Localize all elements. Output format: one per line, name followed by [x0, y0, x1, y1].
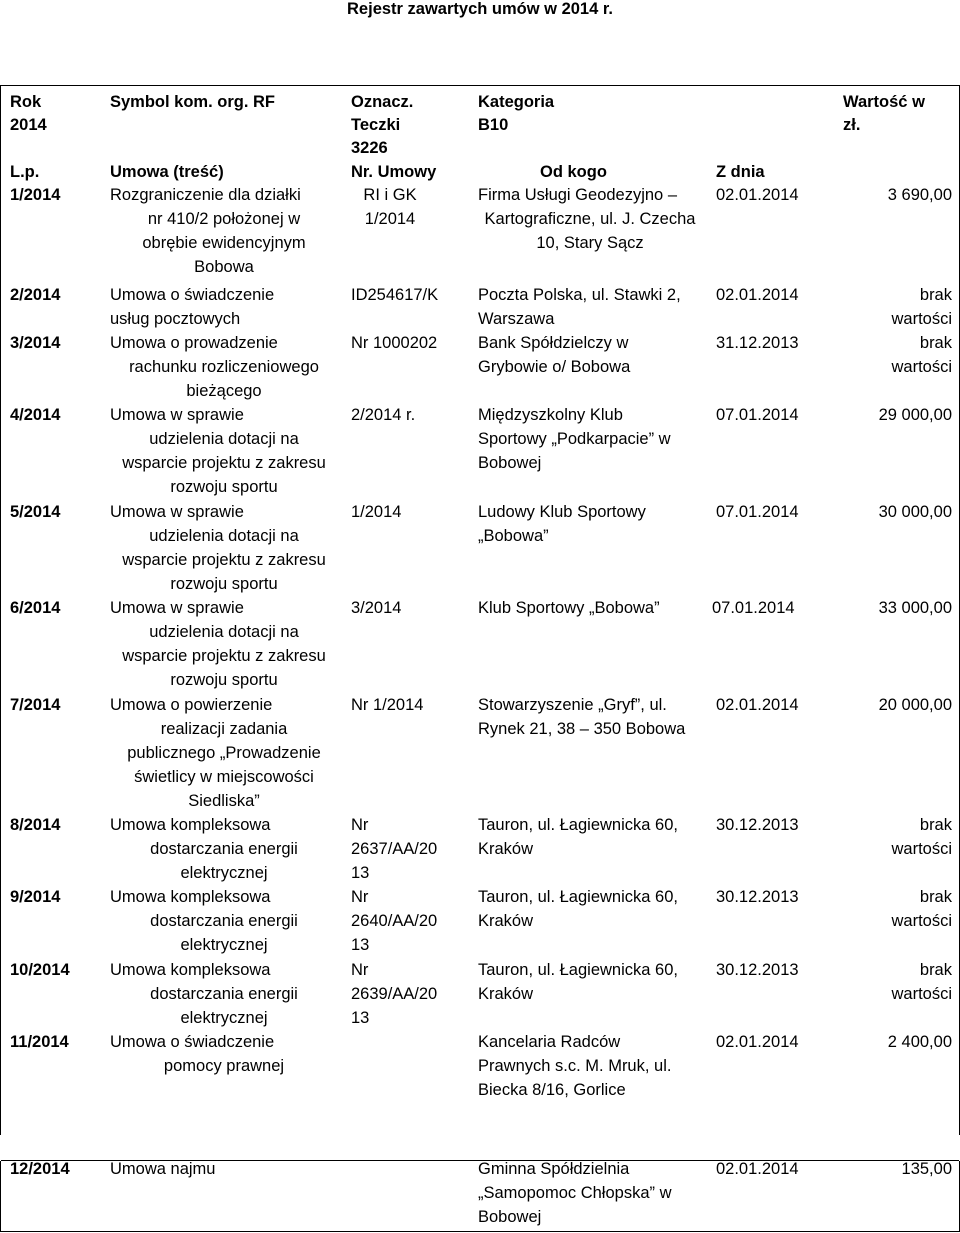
- row-date: 30.12.2013: [716, 961, 799, 979]
- row-value-line: brak: [919, 286, 952, 304]
- row-nr-line: 13: [351, 864, 370, 882]
- row-date: 02.01.2014: [716, 186, 799, 204]
- row-nr-line: Nr 1000202: [351, 334, 438, 352]
- row-od-line: Sportowy „Podkarpacie” w: [478, 430, 671, 448]
- row-tresc-line: wsparcie projektu z zakresu: [122, 647, 326, 665]
- row-lp: 9/2014: [10, 888, 61, 906]
- row-nr-line: Nr: [351, 816, 369, 834]
- row-od-line: Grybowie o/ Bobowa: [478, 358, 631, 376]
- row-value-line: 2 400,00: [887, 1033, 952, 1051]
- row-date: 07.01.2014: [712, 599, 795, 617]
- row-nr-line: 13: [351, 1009, 370, 1027]
- row-lp: 10/2014: [10, 961, 70, 979]
- header-wartosc: Wartość w: [843, 93, 925, 111]
- header-umowa: Umowa (treść): [110, 163, 224, 181]
- row-tresc-line: Umowa w sprawie: [110, 599, 244, 617]
- row-tresc-line: obrębie ewidencyjnym: [142, 234, 306, 252]
- row-nr-line: ID254617/K: [351, 286, 439, 304]
- row-od-line: Stowarzyszenie „Gryf”, ul.: [478, 696, 667, 714]
- row-value-line: brak: [919, 888, 952, 906]
- row-tresc-line: Bobowa: [194, 258, 254, 276]
- row-date: 02.01.2014: [716, 1160, 799, 1178]
- row-tresc-line: Umowa kompleksowa: [110, 816, 271, 834]
- row-lp: 11/2014: [10, 1033, 69, 1051]
- header-teczki-number: 3226: [351, 139, 388, 157]
- row-value-line: 20 000,00: [878, 696, 952, 714]
- header-wartosc-unit: zł.: [843, 116, 861, 134]
- header-rok: Rok: [10, 93, 42, 111]
- row-value-line: 3 690,00: [887, 186, 952, 204]
- row-tresc-line: dostarczania energii: [150, 912, 298, 930]
- row-od-line: Tauron, ul. Łagiewnicka 60,: [478, 961, 678, 979]
- row-tresc-line: rozwoju sportu: [170, 478, 278, 496]
- row-od-line: Biecka 8/16, Gorlice: [478, 1081, 626, 1099]
- row-od-line: 10, Stary Sącz: [536, 234, 644, 252]
- row-nr-line: 2637/AA/20: [351, 840, 438, 858]
- row-nr-line: Nr: [351, 961, 369, 979]
- row-tresc-line: Umowa kompleksowa: [110, 961, 271, 979]
- row-tresc-line: dostarczania energii: [150, 985, 298, 1003]
- header-oznacz: Oznacz.: [351, 93, 414, 111]
- row-nr-line: 1/2014: [351, 503, 402, 521]
- row-od-line: Poczta Polska, ul. Stawki 2,: [478, 286, 681, 304]
- row-od-line: Bank Spółdzielczy w: [478, 334, 629, 352]
- row-value-line: wartości: [891, 310, 952, 328]
- row-tresc-line: wsparcie projektu z zakresu: [122, 551, 326, 569]
- row-od-line: „Bobowa”: [478, 527, 549, 545]
- row-tresc-line: Umowa kompleksowa: [110, 888, 271, 906]
- row-date: 30.12.2013: [716, 888, 799, 906]
- row-od-line: Prawnych s.c. M. Mruk, ul.: [478, 1057, 672, 1075]
- row-od-line: Ludowy Klub Sportowy: [478, 503, 646, 521]
- row-value-line: 33 000,00: [878, 599, 952, 617]
- row-tresc-line: Umowa o prowadzenie: [110, 334, 278, 352]
- row-nr-line: 3/2014: [351, 599, 402, 617]
- row-value-line: wartości: [891, 912, 952, 930]
- row-tresc-line: elektrycznej: [180, 864, 268, 882]
- row-nr-line: 2639/AA/20: [351, 985, 438, 1003]
- row-value-line: wartości: [891, 985, 952, 1003]
- row-od-line: Bobowej: [478, 1208, 542, 1226]
- row-date: 07.01.2014: [716, 406, 799, 424]
- row-od-line: Kraków: [478, 985, 534, 1003]
- row-od-line: Kancelaria Radców: [478, 1033, 621, 1051]
- header-teczki: Teczki: [351, 116, 401, 134]
- header-symbol: Symbol kom. org. RF: [110, 93, 276, 111]
- row-od-line: Gminna Spółdzielnia: [478, 1160, 630, 1178]
- row-lp: 1/2014: [10, 186, 61, 204]
- row-od-line: Kraków: [478, 840, 534, 858]
- row-tresc-line: nr 410/2 położonej w: [147, 210, 301, 228]
- row-tresc-line: bieżącego: [186, 382, 262, 400]
- row-lp: 6/2014: [10, 599, 61, 617]
- row-tresc-line: publicznego „Prowadzenie: [127, 744, 321, 762]
- row-value-line: 135,00: [901, 1160, 952, 1178]
- header-z-dnia: Z dnia: [716, 163, 765, 181]
- row-tresc-line: Umowa o świadczenie: [110, 1033, 275, 1051]
- row-od-line: Kraków: [478, 912, 534, 930]
- row-tresc-line: usług pocztowych: [110, 310, 241, 328]
- header-kategoria: Kategoria: [478, 93, 555, 111]
- row-tresc-line: Rozgraniczenie dla działki: [110, 186, 301, 204]
- row-tresc-line: pomocy prawnej: [163, 1057, 285, 1075]
- row-tresc-line: świetlicy w miejscowości: [134, 768, 314, 786]
- row-tresc-line: rozwoju sportu: [170, 575, 278, 593]
- row-tresc-line: rozwoju sportu: [170, 671, 278, 689]
- row-nr-line: Nr: [351, 888, 369, 906]
- row-value-line: brak: [919, 961, 952, 979]
- row-nr-line: RI i GK: [363, 186, 417, 204]
- row-nr-line: 2/2014 r.: [351, 406, 416, 424]
- row-od-line: Międzyszkolny Klub: [478, 406, 623, 424]
- row-tresc-line: Umowa w sprawie: [110, 406, 244, 424]
- row-lp: 7/2014: [10, 696, 61, 714]
- row-tresc-line: Umowa najmu: [110, 1160, 216, 1178]
- row-value-line: 29 000,00: [878, 406, 952, 424]
- row-nr-line: Nr 1/2014: [351, 696, 424, 714]
- row-value-line: brak: [919, 334, 952, 352]
- row-tresc-line: dostarczania energii: [150, 840, 298, 858]
- row-od-line: Rynek 21, 38 – 350 Bobowa: [478, 720, 686, 738]
- row-nr-line: 13: [351, 936, 370, 954]
- row-od-line: Firma Usługi Geodezyjno –: [478, 186, 677, 204]
- row-nr-line: 2640/AA/20: [351, 912, 438, 930]
- row-lp: 4/2014: [10, 406, 61, 424]
- row-od-line: Tauron, ul. Łagiewnicka 60,: [478, 816, 678, 834]
- row-tresc-line: elektrycznej: [180, 1009, 268, 1027]
- row-od-line: Kartograficzne, ul. J. Czecha: [484, 210, 696, 228]
- row-od-line: Tauron, ul. Łagiewnicka 60,: [478, 888, 678, 906]
- header-lp: L.p.: [10, 163, 40, 181]
- row-lp: 2/2014: [10, 286, 61, 304]
- row-od-line: Warszawa: [478, 310, 555, 328]
- row-lp: 5/2014: [10, 503, 61, 521]
- header-kategoria-value: B10: [478, 116, 509, 134]
- row-tresc-line: udzielenia dotacji na: [149, 527, 299, 545]
- row-date: 07.01.2014: [716, 503, 799, 521]
- row-tresc-line: udzielenia dotacji na: [149, 623, 299, 641]
- row-value-line: wartości: [891, 840, 952, 858]
- row-lp: 8/2014: [10, 816, 61, 834]
- row-value-line: wartości: [891, 358, 952, 376]
- row-tresc-line: Umowa o powierzenie: [110, 696, 273, 714]
- page-title: Rejestr zawartych umów w 2014 r.: [347, 0, 613, 18]
- row-date: 02.01.2014: [716, 1033, 799, 1051]
- row-date: 02.01.2014: [716, 286, 799, 304]
- row-tresc-line: rachunku rozliczeniowego: [129, 358, 319, 376]
- row-od-line: Bobowej: [478, 454, 542, 472]
- row-tresc-line: Umowa o świadczenie: [110, 286, 275, 304]
- row-nr-line: 1/2014: [364, 210, 416, 228]
- row-tresc-line: Siedliska”: [188, 792, 260, 810]
- row-date: 31.12.2013: [716, 334, 799, 352]
- row-date: 02.01.2014: [716, 696, 799, 714]
- header-rok-year: 2014: [10, 116, 47, 134]
- row-tresc-line: elektrycznej: [180, 936, 268, 954]
- row-tresc-line: realizacji zadania: [160, 720, 288, 738]
- header-od-kogo: Od kogo: [540, 163, 607, 181]
- row-tresc-line: udzielenia dotacji na: [149, 430, 299, 448]
- row-value-line: 30 000,00: [878, 503, 952, 521]
- row-lp: 3/2014: [10, 334, 61, 352]
- row-od-line: Klub Sportowy „Bobowa”: [478, 599, 660, 617]
- row-tresc-line: wsparcie projektu z zakresu: [122, 454, 326, 472]
- row-value-line: brak: [919, 816, 952, 834]
- row-date: 30.12.2013: [716, 816, 799, 834]
- row-tresc-line: Umowa w sprawie: [110, 503, 244, 521]
- row-lp: 12/2014: [10, 1160, 70, 1178]
- header-nr-umowy: Nr. Umowy: [351, 163, 437, 181]
- row-od-line: „Samopomoc Chłopska” w: [478, 1184, 672, 1202]
